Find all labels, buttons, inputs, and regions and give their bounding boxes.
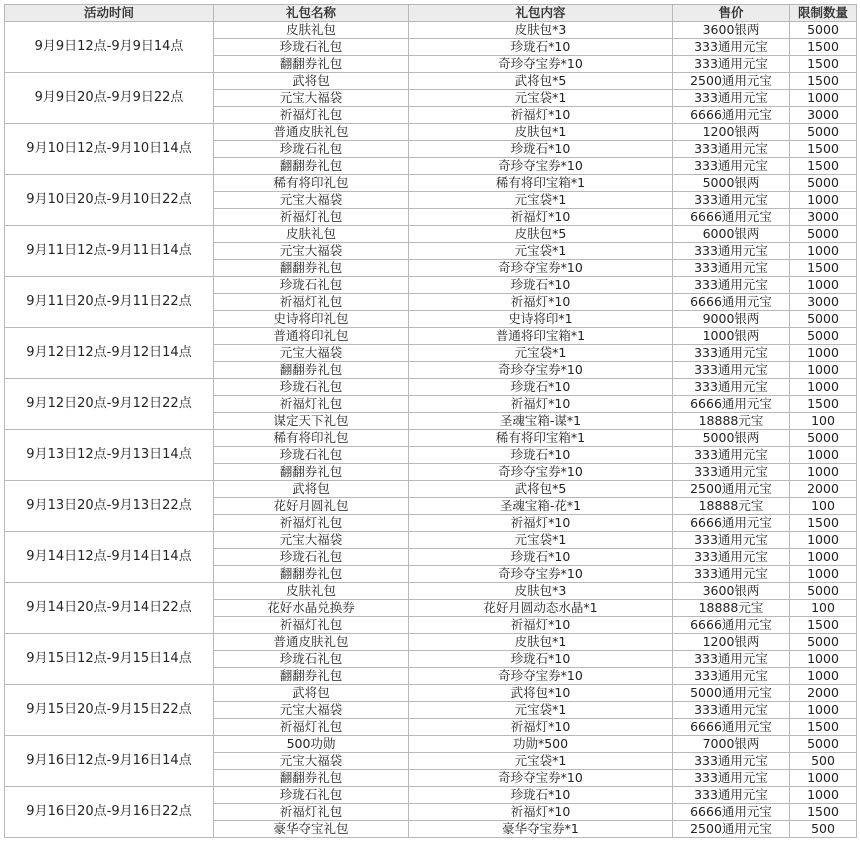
table-row	[5, 685, 857, 702]
price-cell: 6666通用元宝	[673, 804, 790, 821]
price-cell: 333通用元宝	[673, 651, 790, 668]
price-cell: 333通用元宝	[673, 668, 790, 685]
price-cell: 333通用元宝	[673, 770, 790, 787]
pack-name-cell: 元宝大福袋	[214, 345, 409, 362]
pack-contents-cell: 祈福灯*10	[409, 515, 673, 532]
pack-name-cell: 珍珑石礼包	[214, 447, 409, 464]
pack-contents-cell: 珍珑石*10	[409, 787, 673, 804]
pack-contents-cell: 元宝袋*1	[409, 345, 673, 362]
table-row	[5, 430, 857, 447]
pack-name-cell: 翻翻券礼包	[214, 464, 409, 481]
pack-name-cell: 花好水晶兑换券	[214, 600, 409, 617]
pack-contents-cell: 元宝袋*1	[409, 702, 673, 719]
limit-cell: 100	[790, 498, 857, 515]
limit-cell: 1000	[790, 345, 857, 362]
pack-contents-cell: 圣魂宝箱-花*1	[409, 498, 673, 515]
activity-time-cell: 9月9日12点-9月9日14点	[5, 22, 214, 73]
pack-contents-cell: 珍珑石*10	[409, 277, 673, 294]
limit-cell: 1500	[790, 804, 857, 821]
price-cell: 18888元宝	[673, 413, 790, 430]
pack-contents-cell: 珍珑石*10	[409, 141, 673, 158]
limit-cell: 1000	[790, 362, 857, 379]
gift-pack-table	[4, 4, 857, 838]
table-body	[5, 22, 857, 838]
activity-time-cell: 9月13日12点-9月13日14点	[5, 430, 214, 481]
price-cell: 1200银两	[673, 124, 790, 141]
activity-time-cell: 9月15日12点-9月15日14点	[5, 634, 214, 685]
limit-cell: 1000	[790, 566, 857, 583]
limit-cell: 1500	[790, 260, 857, 277]
pack-contents-cell: 奇珍夺宝券*10	[409, 464, 673, 481]
header-pack-name: 礼包名称	[214, 5, 409, 22]
price-cell: 333通用元宝	[673, 464, 790, 481]
limit-cell: 1000	[790, 447, 857, 464]
price-cell: 333通用元宝	[673, 345, 790, 362]
limit-cell: 5000	[790, 583, 857, 600]
pack-name-cell: 翻翻券礼包	[214, 566, 409, 583]
pack-name-cell: 元宝大福袋	[214, 753, 409, 770]
price-cell: 6666通用元宝	[673, 719, 790, 736]
pack-name-cell: 元宝大福袋	[214, 243, 409, 260]
pack-contents-cell: 豪华夺宝券*1	[409, 821, 673, 838]
limit-cell: 2000	[790, 481, 857, 498]
header-activity-time: 活动时间	[5, 5, 214, 22]
table-row	[5, 634, 857, 651]
activity-time-cell: 9月11日12点-9月11日14点	[5, 226, 214, 277]
price-cell: 6666通用元宝	[673, 209, 790, 226]
pack-name-cell: 祈福灯礼包	[214, 209, 409, 226]
header-limit: 限制数量	[790, 5, 857, 22]
limit-cell: 1000	[790, 192, 857, 209]
pack-contents-cell: 奇珍夺宝券*10	[409, 362, 673, 379]
pack-contents-cell: 奇珍夺宝券*10	[409, 260, 673, 277]
table-row	[5, 583, 857, 600]
limit-cell: 1500	[790, 719, 857, 736]
pack-name-cell: 稀有将印礼包	[214, 430, 409, 447]
activity-time-cell: 9月9日20点-9月9日22点	[5, 73, 214, 124]
limit-cell: 1000	[790, 787, 857, 804]
price-cell: 2500通用元宝	[673, 821, 790, 838]
limit-cell: 1000	[790, 243, 857, 260]
price-cell: 5000银两	[673, 175, 790, 192]
pack-contents-cell: 珍珑石*10	[409, 549, 673, 566]
limit-cell: 3000	[790, 107, 857, 124]
price-cell: 333通用元宝	[673, 56, 790, 73]
pack-name-cell: 元宝大福袋	[214, 532, 409, 549]
pack-contents-cell: 史诗将印*1	[409, 311, 673, 328]
pack-contents-cell: 圣魂宝箱-谋*1	[409, 413, 673, 430]
limit-cell: 1500	[790, 396, 857, 413]
limit-cell: 5000	[790, 736, 857, 753]
pack-name-cell: 祈福灯礼包	[214, 107, 409, 124]
price-cell: 6666通用元宝	[673, 294, 790, 311]
pack-contents-cell: 祈福灯*10	[409, 209, 673, 226]
price-cell: 333通用元宝	[673, 90, 790, 107]
table-row	[5, 73, 857, 90]
price-cell: 333通用元宝	[673, 447, 790, 464]
pack-name-cell: 翻翻券礼包	[214, 260, 409, 277]
pack-name-cell: 皮肤礼包	[214, 583, 409, 600]
limit-cell: 1500	[790, 56, 857, 73]
limit-cell: 5000	[790, 634, 857, 651]
price-cell: 5000银两	[673, 430, 790, 447]
pack-contents-cell: 稀有将印宝箱*1	[409, 430, 673, 447]
limit-cell: 1000	[790, 90, 857, 107]
table-row	[5, 175, 857, 192]
limit-cell: 1000	[790, 702, 857, 719]
pack-contents-cell: 花好月圆动态水晶*1	[409, 600, 673, 617]
price-cell: 333通用元宝	[673, 702, 790, 719]
table-row	[5, 532, 857, 549]
price-cell: 5000通用元宝	[673, 685, 790, 702]
limit-cell: 1500	[790, 73, 857, 90]
price-cell: 333通用元宝	[673, 260, 790, 277]
pack-name-cell: 祈福灯礼包	[214, 804, 409, 821]
pack-contents-cell: 奇珍夺宝券*10	[409, 668, 673, 685]
header-pack-contents: 礼包内容	[409, 5, 673, 22]
activity-time-cell: 9月15日20点-9月15日22点	[5, 685, 214, 736]
table-row	[5, 736, 857, 753]
price-cell: 6666通用元宝	[673, 617, 790, 634]
price-cell: 7000银两	[673, 736, 790, 753]
pack-name-cell: 珍珑石礼包	[214, 379, 409, 396]
price-cell: 333通用元宝	[673, 787, 790, 804]
price-cell: 18888元宝	[673, 498, 790, 515]
pack-name-cell: 祈福灯礼包	[214, 719, 409, 736]
pack-name-cell: 豪华夺宝礼包	[214, 821, 409, 838]
pack-contents-cell: 奇珍夺宝券*10	[409, 56, 673, 73]
pack-contents-cell: 元宝袋*1	[409, 753, 673, 770]
table-row	[5, 22, 857, 39]
price-cell: 333通用元宝	[673, 243, 790, 260]
pack-contents-cell: 珍珑石*10	[409, 39, 673, 56]
header-row	[5, 5, 857, 22]
limit-cell: 1000	[790, 532, 857, 549]
pack-contents-cell: 奇珍夺宝券*10	[409, 566, 673, 583]
limit-cell: 1500	[790, 617, 857, 634]
limit-cell: 1000	[790, 668, 857, 685]
activity-time-cell: 9月10日20点-9月10日22点	[5, 175, 214, 226]
pack-contents-cell: 珍珑石*10	[409, 651, 673, 668]
pack-name-cell: 珍珑石礼包	[214, 787, 409, 804]
pack-name-cell: 皮肤礼包	[214, 226, 409, 243]
pack-name-cell: 翻翻券礼包	[214, 158, 409, 175]
pack-name-cell: 史诗将印礼包	[214, 311, 409, 328]
table-row	[5, 787, 857, 804]
activity-time-cell: 9月16日20点-9月16日22点	[5, 787, 214, 838]
limit-cell: 5000	[790, 311, 857, 328]
pack-contents-cell: 奇珍夺宝券*10	[409, 770, 673, 787]
pack-contents-cell: 皮肤包*1	[409, 634, 673, 651]
price-cell: 333通用元宝	[673, 379, 790, 396]
limit-cell: 1500	[790, 515, 857, 532]
pack-name-cell: 珍珑石礼包	[214, 277, 409, 294]
pack-name-cell: 元宝大福袋	[214, 90, 409, 107]
limit-cell: 100	[790, 600, 857, 617]
pack-name-cell: 祈福灯礼包	[214, 617, 409, 634]
limit-cell: 5000	[790, 226, 857, 243]
limit-cell: 1500	[790, 158, 857, 175]
pack-contents-cell: 祈福灯*10	[409, 719, 673, 736]
limit-cell: 5000	[790, 22, 857, 39]
limit-cell: 500	[790, 753, 857, 770]
limit-cell: 5000	[790, 328, 857, 345]
activity-time-cell: 9月16日12点-9月16日14点	[5, 736, 214, 787]
pack-name-cell: 武将包	[214, 481, 409, 498]
pack-contents-cell: 珍珑石*10	[409, 447, 673, 464]
pack-name-cell: 皮肤礼包	[214, 22, 409, 39]
price-cell: 6666通用元宝	[673, 107, 790, 124]
limit-cell: 1000	[790, 549, 857, 566]
pack-name-cell: 普通皮肤礼包	[214, 124, 409, 141]
pack-name-cell: 元宝大福袋	[214, 192, 409, 209]
price-cell: 3600银两	[673, 22, 790, 39]
price-cell: 6666通用元宝	[673, 515, 790, 532]
limit-cell: 1000	[790, 379, 857, 396]
price-cell: 333通用元宝	[673, 277, 790, 294]
limit-cell: 500	[790, 821, 857, 838]
pack-name-cell: 翻翻券礼包	[214, 56, 409, 73]
price-cell: 1200银两	[673, 634, 790, 651]
limit-cell: 1000	[790, 770, 857, 787]
pack-name-cell: 武将包	[214, 73, 409, 90]
table-row	[5, 277, 857, 294]
pack-name-cell: 普通皮肤礼包	[214, 634, 409, 651]
header-price: 售价	[673, 5, 790, 22]
limit-cell: 5000	[790, 124, 857, 141]
pack-name-cell: 翻翻券礼包	[214, 770, 409, 787]
pack-contents-cell: 武将包*10	[409, 685, 673, 702]
pack-name-cell: 元宝大福袋	[214, 702, 409, 719]
price-cell: 333通用元宝	[673, 549, 790, 566]
price-cell: 18888元宝	[673, 600, 790, 617]
pack-name-cell: 祈福灯礼包	[214, 515, 409, 532]
pack-name-cell: 祈福灯礼包	[214, 396, 409, 413]
limit-cell: 2000	[790, 685, 857, 702]
pack-contents-cell: 功勋*500	[409, 736, 673, 753]
limit-cell: 100	[790, 413, 857, 430]
price-cell: 333通用元宝	[673, 158, 790, 175]
pack-contents-cell: 元宝袋*1	[409, 90, 673, 107]
table-row	[5, 124, 857, 141]
price-cell: 333通用元宝	[673, 532, 790, 549]
pack-name-cell: 翻翻券礼包	[214, 362, 409, 379]
activity-time-cell: 9月14日20点-9月14日22点	[5, 583, 214, 634]
pack-name-cell: 珍珑石礼包	[214, 651, 409, 668]
pack-contents-cell: 武将包*5	[409, 481, 673, 498]
pack-name-cell: 祈福灯礼包	[214, 294, 409, 311]
pack-name-cell: 花好月圆礼包	[214, 498, 409, 515]
pack-name-cell: 珍珑石礼包	[214, 39, 409, 56]
pack-contents-cell: 稀有将印宝箱*1	[409, 175, 673, 192]
table-row	[5, 481, 857, 498]
table-row	[5, 328, 857, 345]
price-cell: 333通用元宝	[673, 39, 790, 56]
price-cell: 1000银两	[673, 328, 790, 345]
pack-contents-cell: 皮肤包*3	[409, 22, 673, 39]
pack-contents-cell: 元宝袋*1	[409, 243, 673, 260]
limit-cell: 1000	[790, 651, 857, 668]
pack-contents-cell: 皮肤包*1	[409, 124, 673, 141]
pack-name-cell: 谋定天下礼包	[214, 413, 409, 430]
pack-contents-cell: 祈福灯*10	[409, 107, 673, 124]
pack-contents-cell: 珍珑石*10	[409, 379, 673, 396]
pack-contents-cell: 祈福灯*10	[409, 804, 673, 821]
activity-time-cell: 9月10日12点-9月10日14点	[5, 124, 214, 175]
pack-contents-cell: 武将包*5	[409, 73, 673, 90]
price-cell: 333通用元宝	[673, 362, 790, 379]
activity-time-cell: 9月13日20点-9月13日22点	[5, 481, 214, 532]
pack-name-cell: 稀有将印礼包	[214, 175, 409, 192]
pack-name-cell: 500功勋	[214, 736, 409, 753]
price-cell: 333通用元宝	[673, 141, 790, 158]
pack-contents-cell: 元宝袋*1	[409, 192, 673, 209]
limit-cell: 5000	[790, 175, 857, 192]
table-row	[5, 226, 857, 243]
activity-time-cell: 9月14日12点-9月14日14点	[5, 532, 214, 583]
activity-time-cell: 9月12日12点-9月12日14点	[5, 328, 214, 379]
pack-contents-cell: 奇珍夺宝券*10	[409, 158, 673, 175]
limit-cell: 1000	[790, 464, 857, 481]
pack-name-cell: 武将包	[214, 685, 409, 702]
limit-cell: 1000	[790, 277, 857, 294]
pack-contents-cell: 祈福灯*10	[409, 396, 673, 413]
activity-time-cell: 9月11日20点-9月11日22点	[5, 277, 214, 328]
pack-name-cell: 翻翻券礼包	[214, 668, 409, 685]
price-cell: 2500通用元宝	[673, 481, 790, 498]
pack-contents-cell: 普通将印宝箱*1	[409, 328, 673, 345]
pack-contents-cell: 皮肤包*5	[409, 226, 673, 243]
price-cell: 333通用元宝	[673, 753, 790, 770]
price-cell: 333通用元宝	[673, 566, 790, 583]
pack-contents-cell: 祈福灯*10	[409, 617, 673, 634]
price-cell: 2500通用元宝	[673, 73, 790, 90]
pack-contents-cell: 祈福灯*10	[409, 294, 673, 311]
limit-cell: 1500	[790, 141, 857, 158]
pack-contents-cell: 元宝袋*1	[409, 532, 673, 549]
limit-cell: 3000	[790, 209, 857, 226]
price-cell: 9000银两	[673, 311, 790, 328]
price-cell: 6000银两	[673, 226, 790, 243]
price-cell: 3600银两	[673, 583, 790, 600]
pack-name-cell: 珍珑石礼包	[214, 549, 409, 566]
pack-name-cell: 珍珑石礼包	[214, 141, 409, 158]
limit-cell: 5000	[790, 430, 857, 447]
price-cell: 6666通用元宝	[673, 396, 790, 413]
pack-name-cell: 普通将印礼包	[214, 328, 409, 345]
table-row	[5, 379, 857, 396]
pack-contents-cell: 皮肤包*3	[409, 583, 673, 600]
limit-cell: 1500	[790, 39, 857, 56]
activity-time-cell: 9月12日20点-9月12日22点	[5, 379, 214, 430]
price-cell: 333通用元宝	[673, 192, 790, 209]
limit-cell: 3000	[790, 294, 857, 311]
